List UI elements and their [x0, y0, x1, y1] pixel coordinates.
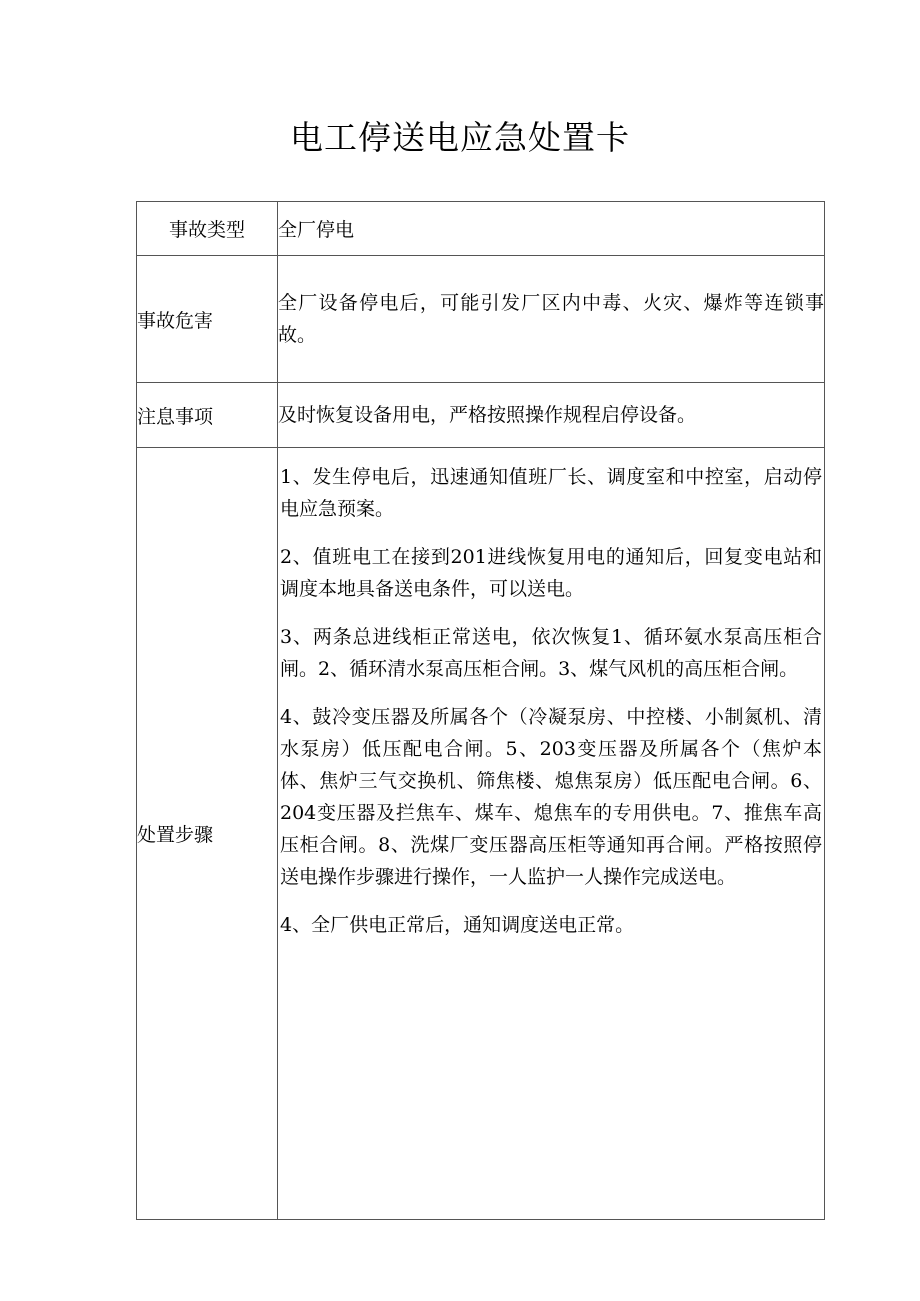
step-item: 1、发生停电后，迅速通知值班厂长、调度室和中控室，启动停电应急预案。: [280, 466, 822, 520]
accident-hazard-label: 事故危害: [137, 256, 278, 383]
row-notice: [137, 383, 825, 448]
notice-label: 注息事项: [137, 383, 278, 448]
emergency-card-table: [136, 201, 825, 1220]
accident-type-value: 全厂停电: [278, 202, 825, 256]
disposal-steps-label: 处置步骤: [137, 448, 278, 1220]
disposal-steps-content: [278, 448, 825, 1220]
notice-value: 及时恢复设备用电，严格按照操作规程启停设备。: [278, 383, 825, 448]
step-item: 4、鼓冷变压器及所属各个（冷凝泵房、中控楼、小制氮机、清水泵房）低压配电合闸。5、203变压器及所属各个（焦炉本体、焦炉三气交换机、筛焦楼、熄焦泵房）低压配电合闸。6、204变压器及拦焦车、煤车、熄焦车的专用供电。7、推焦车高压柜合闸。8、洗煤厂变压器高压柜等通知再合闸。严格按照停送电操作步骤进行操作，一人监护一人操作完成送电。: [280, 706, 822, 888]
page-title: 电工停送电应急处置卡: [290, 118, 630, 157]
row-disposal-steps: [137, 448, 825, 1220]
accident-hazard-value: 全厂设备停电后，可能引发厂区内中毒、火灾、爆炸等连锁事故。: [278, 256, 825, 383]
step-item: 2、值班电工在接到201进线恢复用电的通知后，回复变电站和调度本地具备送电条件，可以送电。: [280, 546, 822, 600]
step-item: 3、两条总进线柜正常送电，依次恢复1、循环氨水泵高压柜合闸。2、循环清水泵高压柜合闸。3、煤气风机的高压柜合闸。: [280, 626, 822, 680]
accident-type-label: 事故类型: [137, 202, 278, 256]
row-accident-type: [137, 202, 825, 256]
row-accident-hazard: [137, 256, 825, 383]
step-item: 4、全厂供电正常后，通知调度送电正常。: [280, 914, 635, 936]
